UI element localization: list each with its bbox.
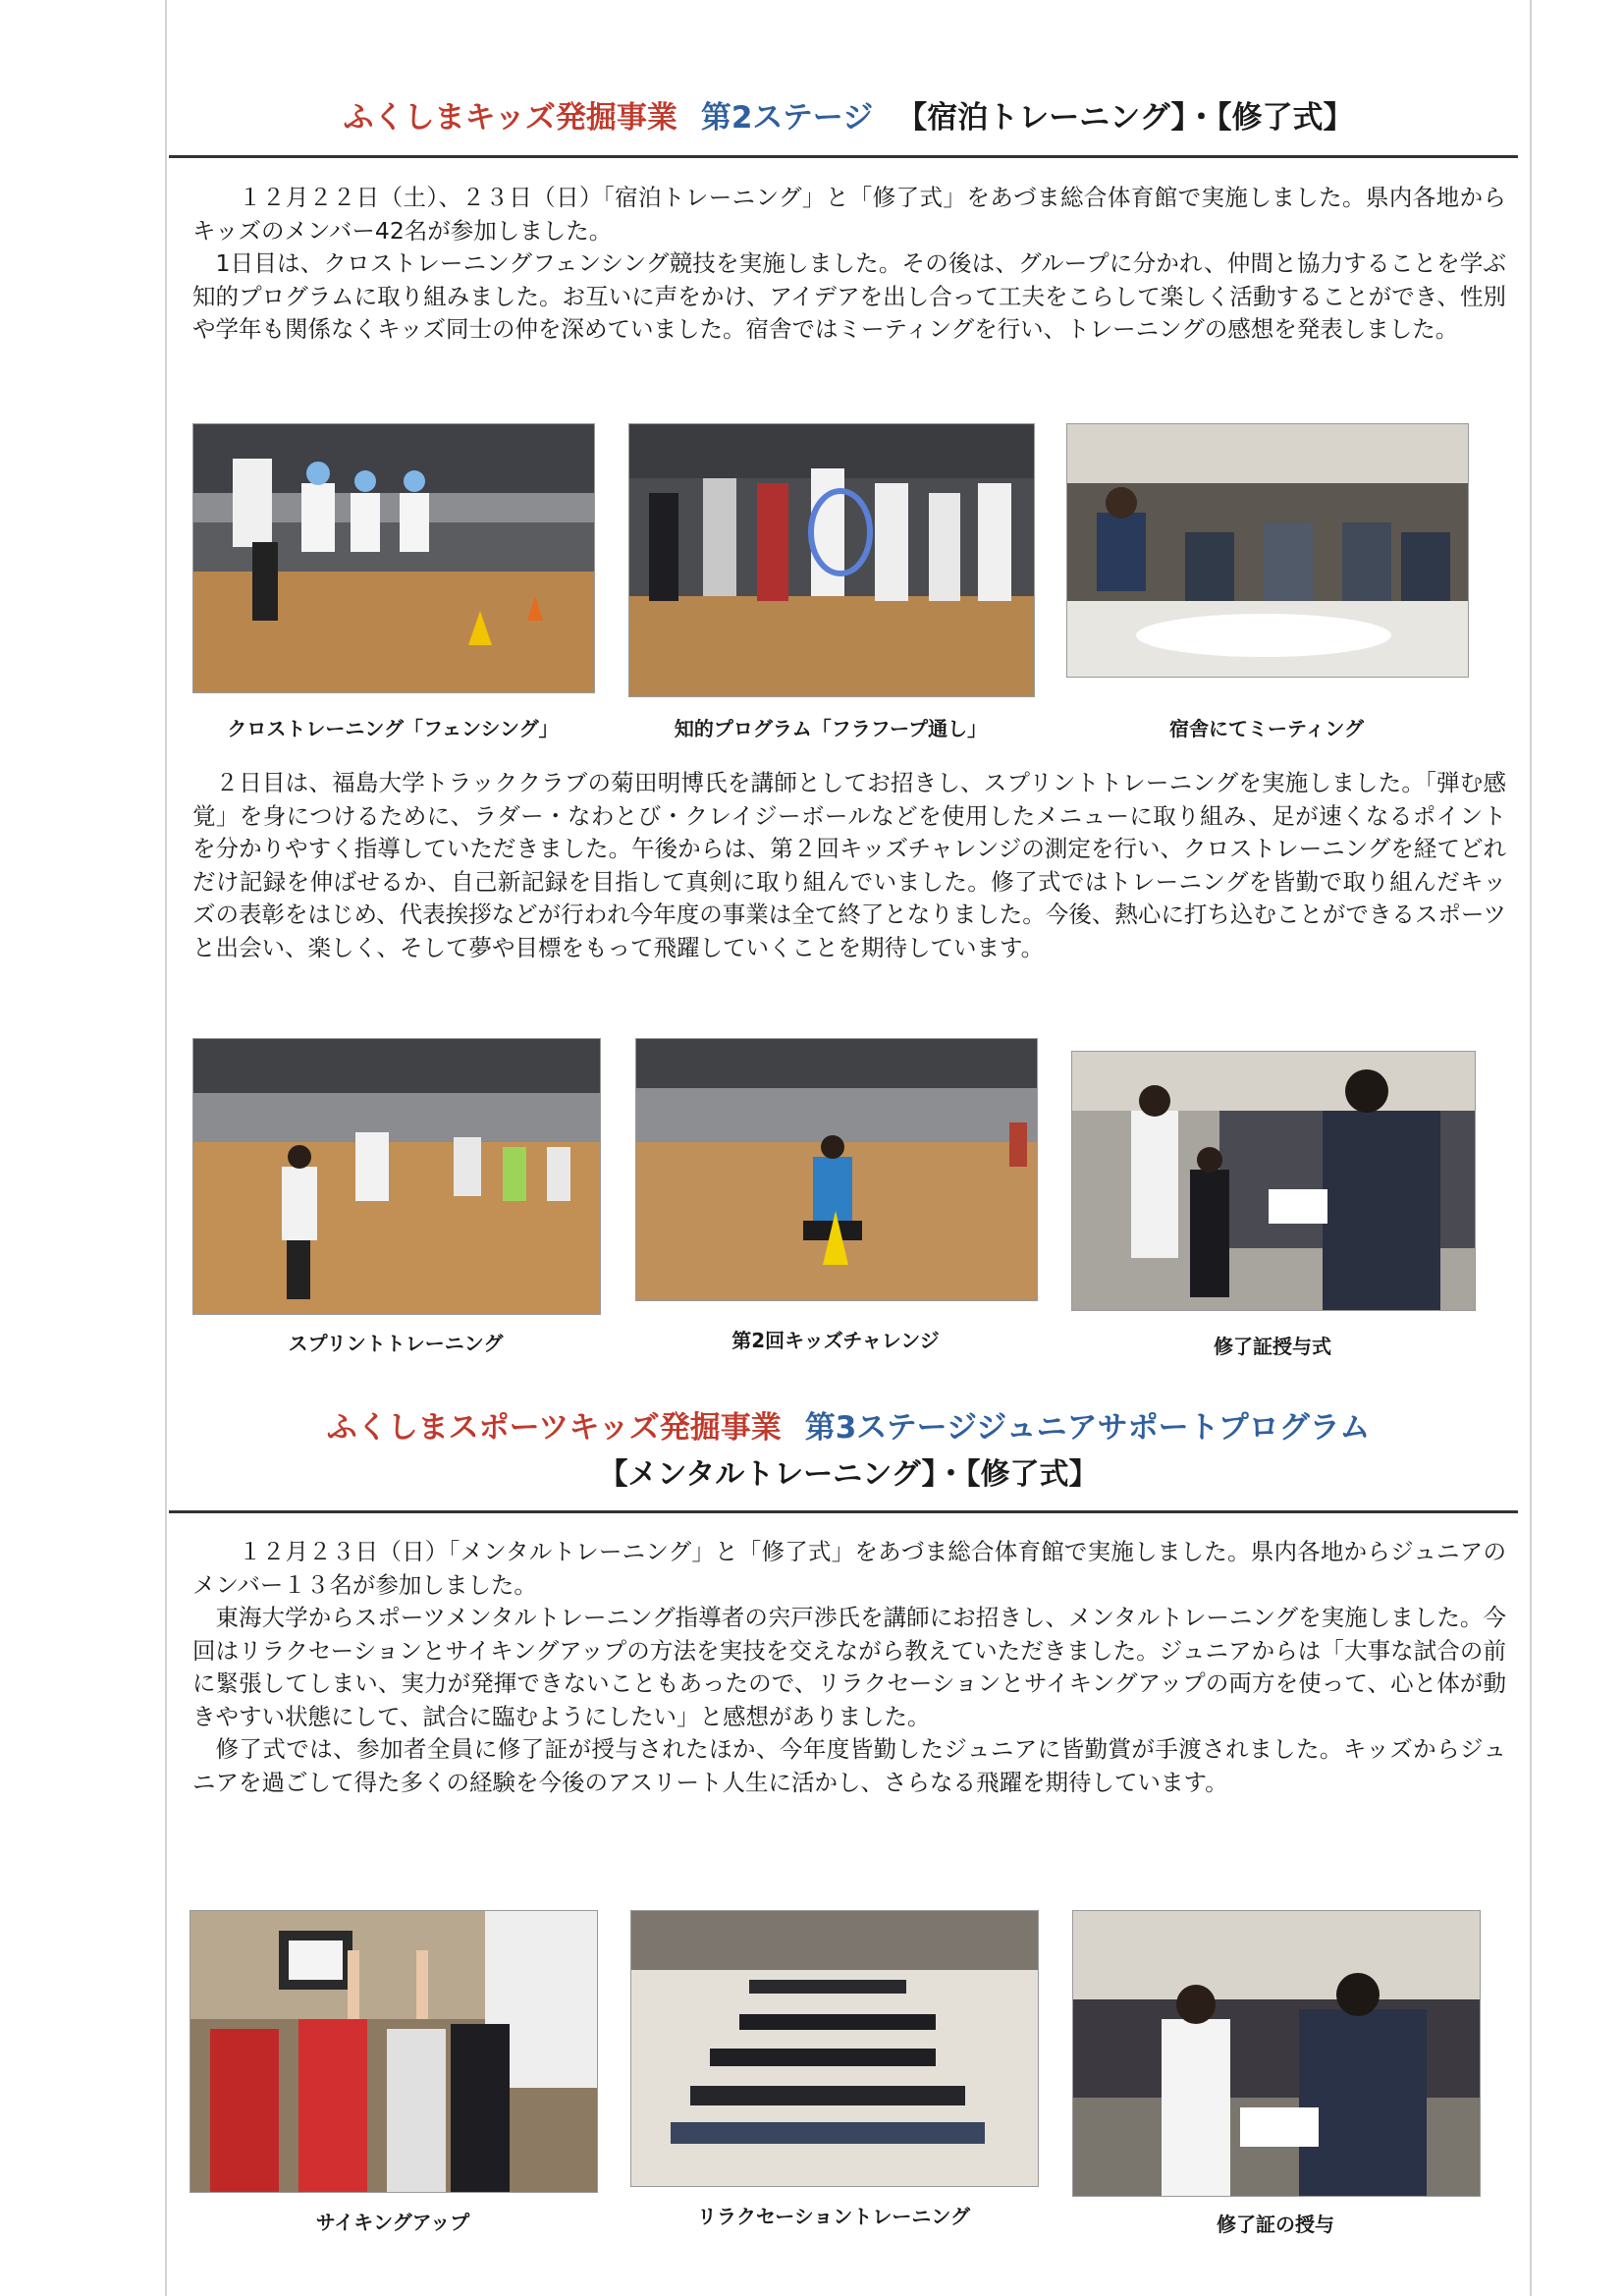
caption-kids-challenge: 第2回キッズチャレンジ <box>731 1329 940 1352</box>
section2-body-p1: １２月２３日（日）「メンタルトレーニング」と「修了式」をあづま総合体育館で実施しました。県内各地からジュニアのメンバー１３名が参加しました。 <box>192 1538 1506 1599</box>
photo-certificate-ceremony <box>1071 1051 1476 1311</box>
section2-title-stage: 第3ステージジュニアサポートプログラム <box>804 1410 1371 1446</box>
section2-subtitle: 【メンタルトレーニング】・【修了式】 <box>598 1457 1099 1492</box>
section1-day2 <box>192 767 1506 964</box>
caption-sprint: スプリントトレーニング <box>288 1332 504 1355</box>
section1-divider <box>169 155 1518 158</box>
photo-relaxation <box>630 1910 1039 2187</box>
photo-meeting <box>1066 423 1469 678</box>
section2-body-p2: 東海大学からスポーツメンタルトレーニング指導者の宍戸渉氏を講師にお招きし、メンタルトレーニングを実施しました。今回はリラクセーションとサイキングアップの方法を実技を交えながら教えていただきました。ジュニアからは「大事な試合の前に緊張してしまい、実力が発揮できないこともあったので、リラクセーションとサイキングアップの両方を使って、心と体が動きやすい状態にして、試合に臨むようにしたい」と感想がありました。 <box>192 1604 1506 1730</box>
photo-psyching-up <box>189 1910 598 2193</box>
caption-certificate-award: 修了証の授与 <box>1217 2213 1334 2236</box>
section1-intro-p2: 1日目は、クロストレーニングフェンシング競技を実施しました。その後は、グループに分かれ、仲間と協力することを学ぶ知的プログラムに取り組みました。お互いに声をかけ、アイデアを出し合って工夫をこらして楽しく活動することができ、性別や学年も関係なくキッズ同士の仲を深めていました。宿舎ではミーティングを行い、トレーニングの感想を発表しました。 <box>192 249 1506 343</box>
caption-hula-hoop: 知的プログラム「フラフープ通し」 <box>674 717 988 740</box>
caption-psyching-up: サイキングアップ <box>315 2211 470 2234</box>
section1-title-stage: 第2ステージ <box>700 100 874 136</box>
section1-intro-p1: １２月２２日（土）、２３日（日）「宿泊トレーニング」と「修了式」をあづま総合体育館で実施しました。県内各地からキッズのメンバー42名が参加しました。 <box>192 184 1506 245</box>
section1-title <box>167 92 1530 137</box>
caption-fencing: クロストレーニング「フェンシング」 <box>227 717 559 740</box>
photo-sprint <box>192 1038 601 1315</box>
photo-fencing <box>192 423 595 693</box>
section2-divider <box>169 1510 1518 1513</box>
page-border-right <box>1530 0 1532 2296</box>
section1-title-events: 【宿泊トレーニング】・【修了式】 <box>896 100 1354 136</box>
section2-title-program: ふくしまスポーツキッズ発掘事業 <box>326 1410 782 1446</box>
photo-kids-challenge <box>635 1038 1038 1301</box>
page-border-left <box>165 0 167 2296</box>
section1-title-program: ふくしまキッズ発掘事業 <box>343 100 677 136</box>
section2-body <box>192 1536 1506 1799</box>
section1-day2-p1: ２日目は、福島大学トラッククラブの菊田明博氏を講師としてお招きし、スプリントトレーニングを実施しました。「弾む感覚」を身につけるために、ラダー・なわとび・クレイジーボールなどを使用したメニューに取り組み、足が速くなるポイントを分かりやすく指導していただきました。午後からは、第２回キッズチャレンジの測定を行い、クロストレーニングを経てどれだけ記録を伸ばせるか、自己新記録を目指して真剣に取り組んでいました。修了式ではトレーニングを皆勤で取り組んだキッズの表彰をはじめ、代表挨拶などが行われ今年度の事業は全て終了となりました。今後、熱心に打ち込むことができるスポーツと出会い、楽しく、そして夢や目標をもって飛躍していくことを期待しています。 <box>192 769 1506 961</box>
caption-certificate-ceremony: 修了証授与式 <box>1214 1335 1331 1358</box>
caption-meeting: 宿舎にてミーティング <box>1169 717 1364 740</box>
photo-hula-hoop <box>628 423 1035 697</box>
caption-relaxation: リラクセーショントレーニング <box>697 2205 970 2228</box>
section2-title <box>167 1402 1530 1447</box>
section2-body-p3: 修了式では、参加者全員に修了証が授与されたほか、今年度皆勤したジュニアに皆勤賞が手渡されました。キッズからジュニアを過ごして得た多くの経験を今後のアスリート人生に活かし、さらなる飛躍を期待しています。 <box>192 1735 1506 1796</box>
section1-intro <box>192 182 1506 347</box>
photo-certificate-award <box>1072 1910 1481 2197</box>
